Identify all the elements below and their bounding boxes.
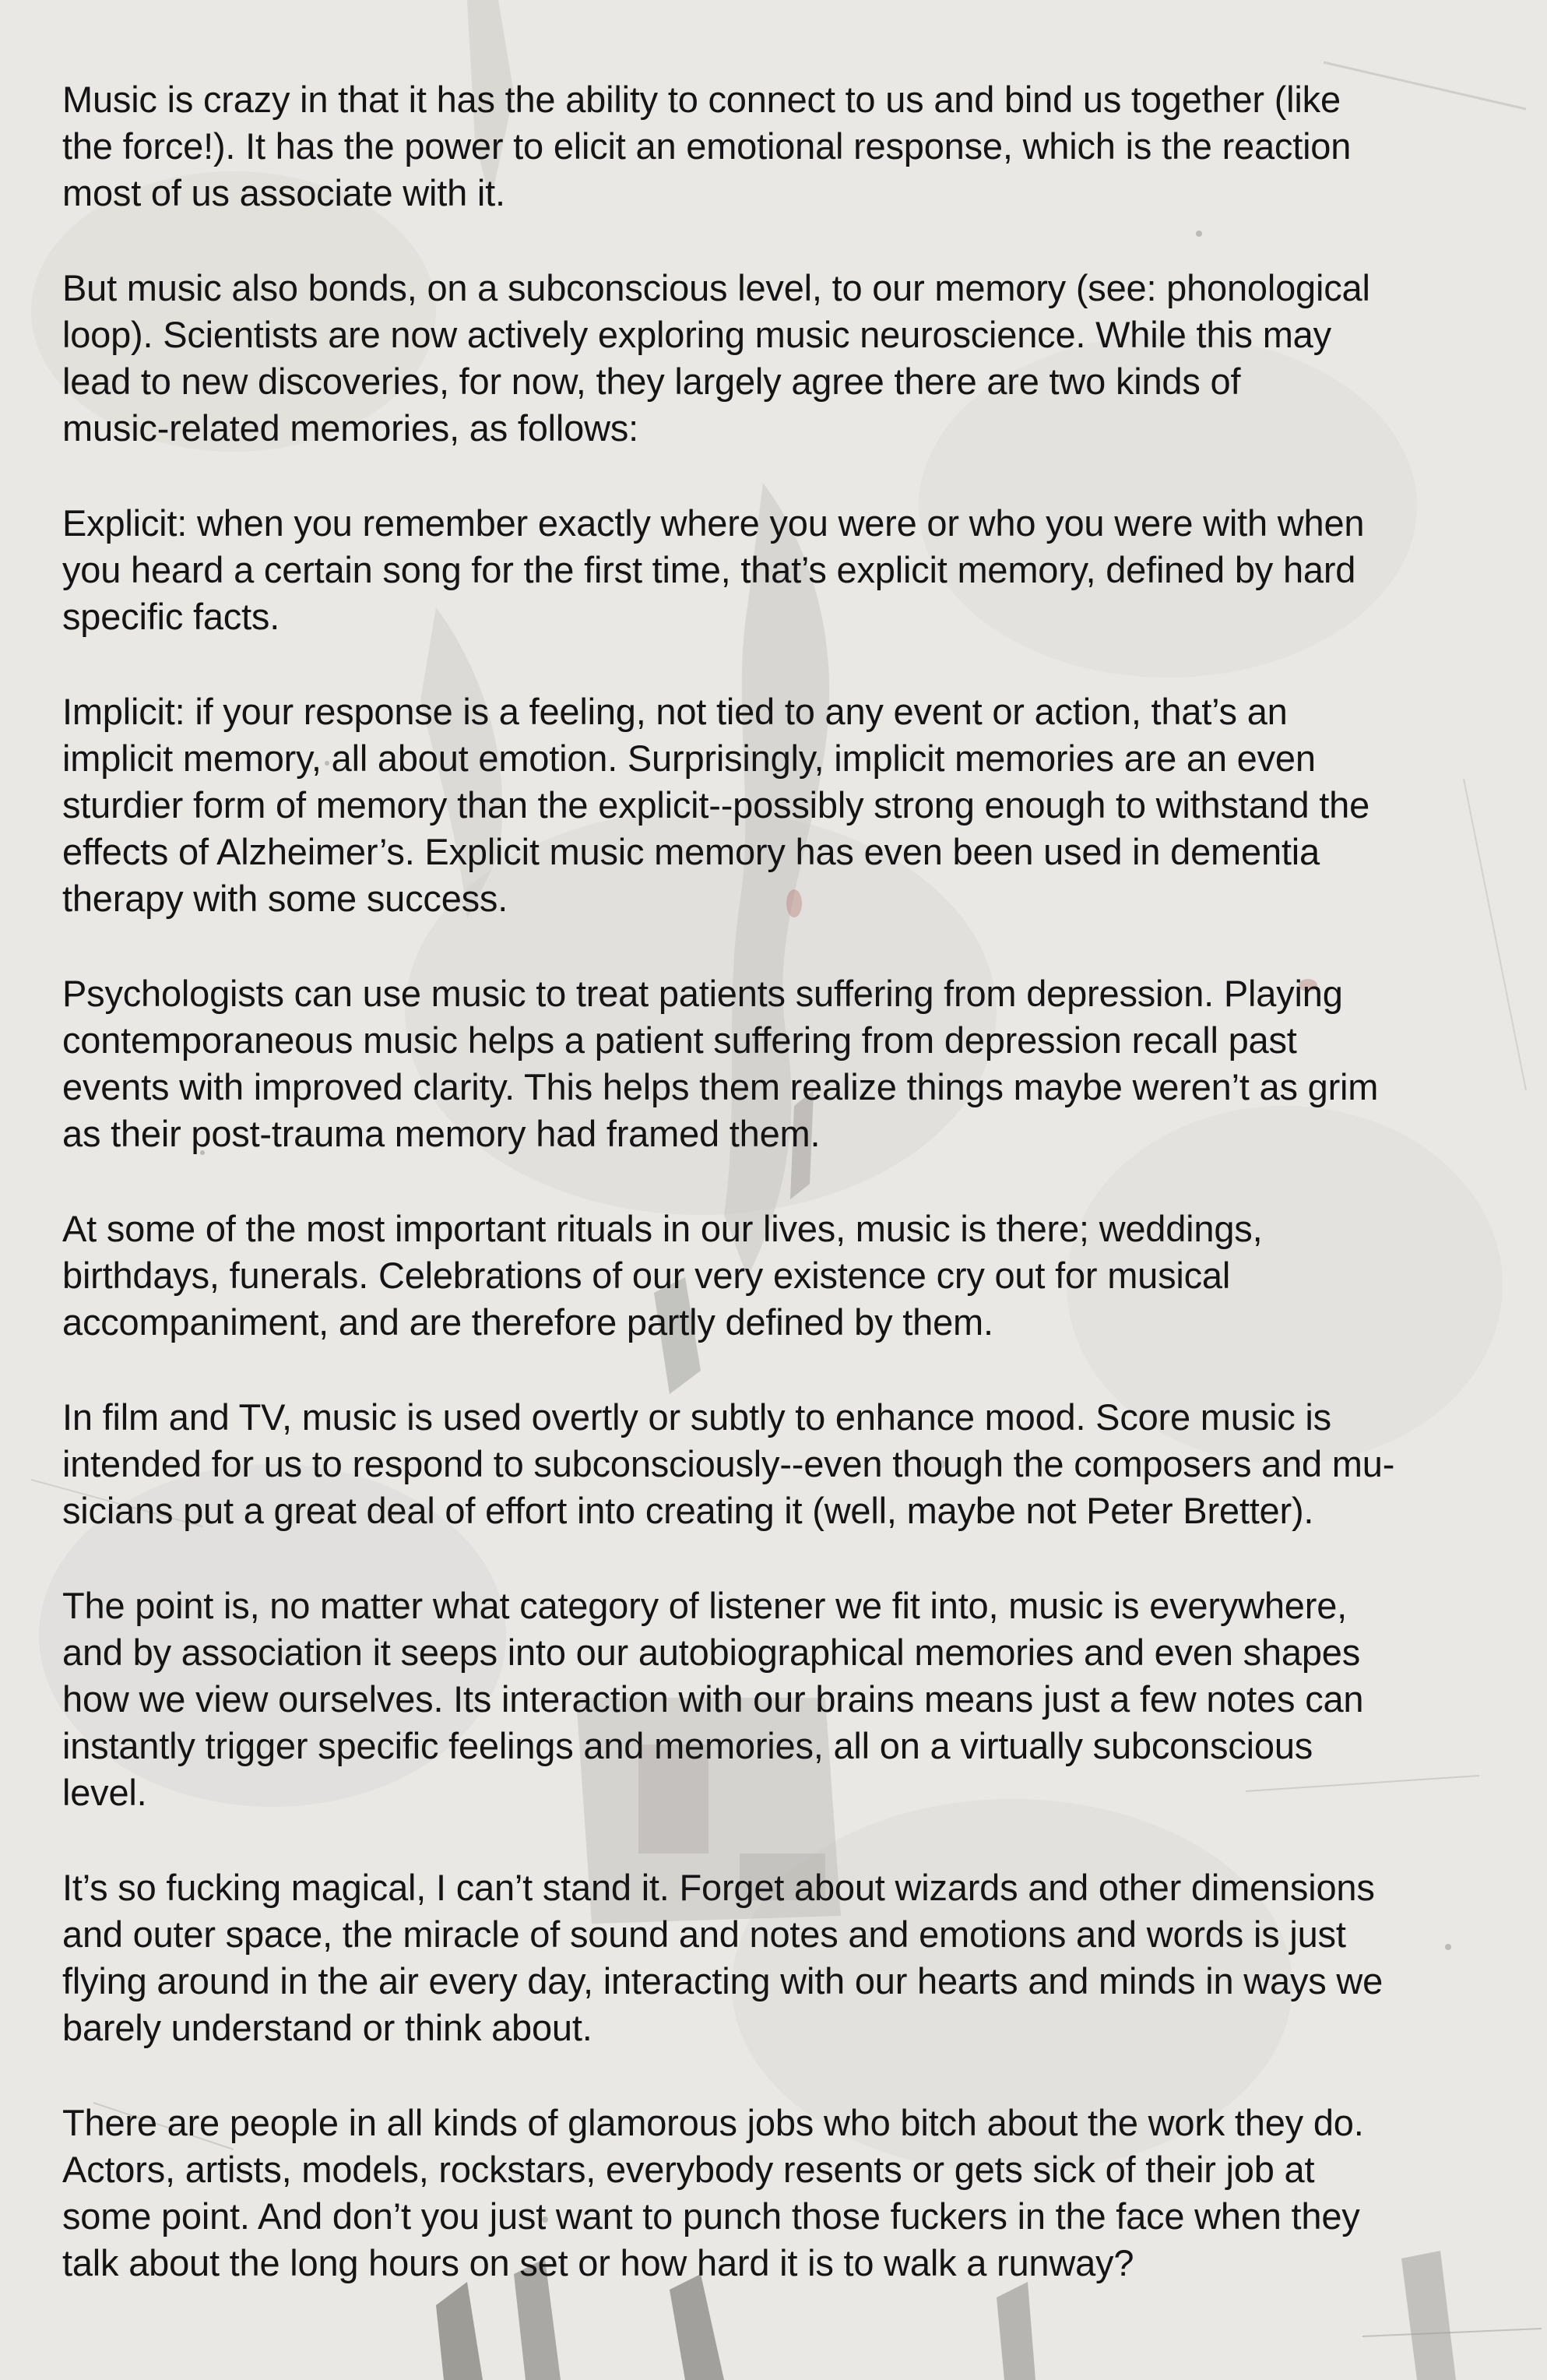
paragraph-implicit-memory: Implicit: if your response is a feeling, not tied to any event or action, that’s an implicit memory, all about emotion. Surprisingly, implicit memories are an even sturdier form of memory than the explicit--possibly strong enough to withstand the effects of Alzheimer’s. Explicit music memory has even been used in dementia therapy with some success. [62, 691, 1370, 919]
paragraph-memory-bonds: But music also bonds, on a subconscious level, to our memory (see: phonological loop). Scientists are now actively exploring music neuroscience. While this may lead to new discoveries, for now, they largely agree there are two kinds of music-related memories, as follows: [62, 267, 1370, 449]
paragraph-magical: It’s so fucking magical, I can’t stand it. Forget about wizards and other dimensions and outer space, the miracle of sound and notes and emotions and words is just flying around in the air every day, interacting with our hearts and minds in ways we barely understand or think about. [62, 1867, 1384, 2048]
paragraph-film-tv: In film and TV, music is used overtly or subtly to enhance mood. Score music is intended for us to respond to subconsciously--even though the composers and mu- sicians put a great deal of effort into creating it (well, maybe not Peter Bretter). [62, 1396, 1395, 1531]
paragraph-music-connection: Music is crazy in that it has the ability to connect to us and bind us together (like the force!). It has the power to elicit an emotional response, which is the reaction most of us associate with it. [62, 79, 1352, 213]
paragraph-the-point: The point is, no matter what category of listener we fit into, music is everywhere, and by association it seeps into our autobiographical memories and even shapes how we view ourselves. Its interaction with our brains means just a few notes can instantly trigger specific feelings and memories, all on a virtually subconscious level. [62, 1585, 1364, 1813]
paragraph-rituals: At some of the most important rituals in our lives, music is there; weddings, birthdays, funerals. Celebrations of our very existence cry out for musical accompaniment, and are therefore partly defined by them. [62, 1208, 1263, 1343]
paragraph-explicit-memory: Explicit: when you remember exactly where you were or who you were with when you heard a certain song for the first time, that’s explicit memory, defined by hard specific facts. [62, 502, 1365, 637]
article-body [62, 76, 1495, 2335]
paragraph-glamorous-jobs: There are people in all kinds of glamorous jobs who bitch about the work they do. Actors, artists, models, rockstars, everybody resents or gets sick of their job at some point. And don’t you just want to punch those fuckers in the face when they talk about the long hours on set or how hard it is to walk a runway? [62, 2102, 1364, 2283]
paragraph-depression-therapy: Psychologists can use music to treat patients suffering from depression. Playing contemporaneous music helps a patient suffering from depression recall past events with improved clarity. This helps them realize things maybe weren’t as grim as their post-trauma memory had framed them. [62, 973, 1379, 1154]
